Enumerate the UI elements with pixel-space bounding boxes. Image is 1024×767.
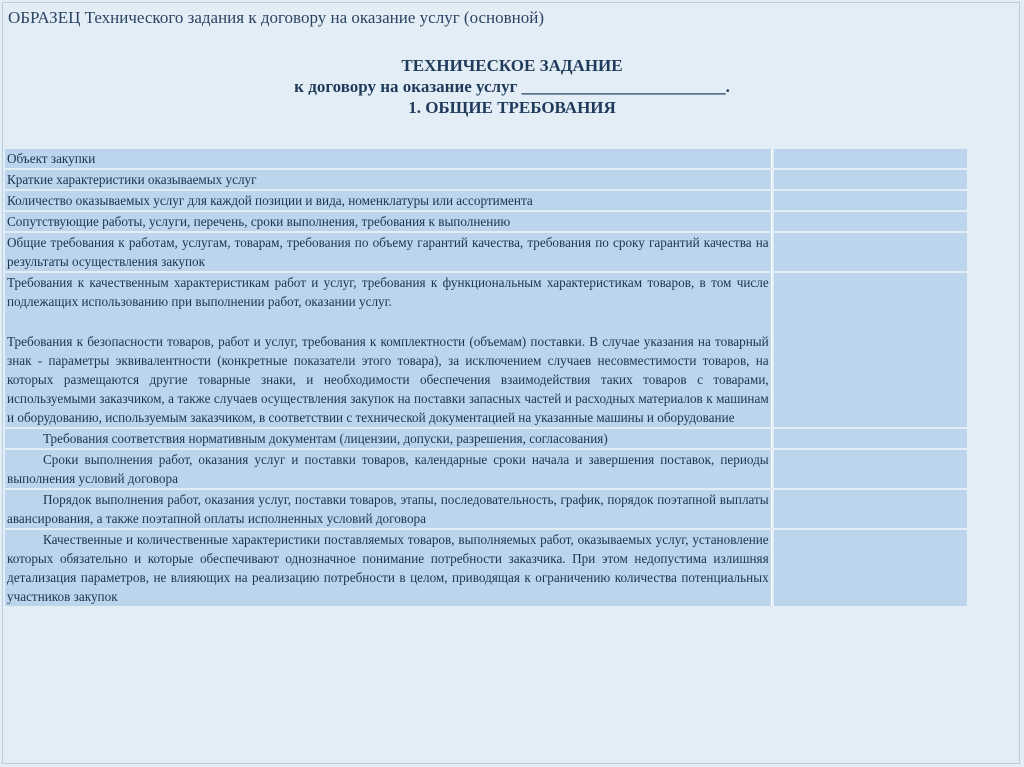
table-row [5,233,967,271]
table-row [5,149,967,168]
paragraph-gap [7,311,769,332]
document-caption: ОБРАЗЕЦ Технического задания к договору на оказание услуг (основной) [8,8,545,27]
row-value [772,170,967,189]
row-value [772,530,967,606]
row-value [772,450,967,488]
row-label: Объект закупки [5,149,772,168]
row-label: Качественные и количественные характеристики поставляемых товаров, выполняемых работ, оказываемых услуг, установление которых обязательно и которые обеспечивают однозначное понимание потребности заказчика. При этом недопустима излишняя детализация параметров, не влияющих на реализацию потребности в целом, приводящая к ограничению количества потенциальных участников закупок [5,530,772,606]
row-value [772,429,967,448]
row-label: Порядок выполнения работ, оказания услуг, поставки товаров, этапы, последовательность, график, порядок поэтапной выплаты авансирования, а также поэтапной оплаты исполненных условий договора [5,490,772,528]
table-row [5,191,967,210]
table-row [5,273,967,427]
row-label: Сопутствующие работы, услуги, перечень, сроки выполнения, требования к выполнению [5,212,772,231]
row-paragraph: Требования к безопасности товаров, работ и услуг, требования к комплектности (объемам) поставки. В случае указания на товарный знак - параметры эквивалентности (конкретные показатели этого товара), за исключением случаев несовместимости товаров, на которых размещаются другие товарные знаки, и необходимости обеспечения взаимодействия таких товаров с товарами, используемыми заказчиком, а также случаев осуществления закупок на поставки запасных частей и расходных материалов к машинам и оборудованию, используемым заказчиком, в соответствии с технической документацией на указанные машины и оборудование [7,334,769,425]
row-value [772,191,967,210]
table-row [5,450,967,488]
section-heading: 1. ОБЩИЕ ТРЕБОВАНИЯ [408,98,616,117]
table-row [5,429,967,448]
table-row [5,490,967,528]
row-label: Сроки выполнения работ, оказания услуг и поставки товаров, календарные сроки начала и завершения поставок, периоды выполнения условий договора [5,450,772,488]
table-row [5,212,967,231]
row-value [772,212,967,231]
row-value [772,233,967,271]
row-label: Общие требования к работам, услугам, товарам, требования по объему гарантий качества, требования по сроку гарантий качества на результаты осуществления закупок [5,233,772,271]
table-row [5,170,967,189]
row-label: Требования соответствия нормативным документам (лицензии, допуски, разрешения, согласования) [5,429,772,448]
row-label [5,273,772,427]
row-value [772,149,967,168]
row-paragraph: Требования к качественным характеристикам работ и услуг, требования к функциональным характеристикам товаров, в том числе подлежащих использованию при выполнении работ, оказании услуг. [7,275,769,309]
document-subtitle: к договору на оказание услуг ________________________. [294,77,730,96]
row-label: Краткие характеристики оказываемых услуг [5,170,772,189]
title-block [0,55,1024,118]
requirements-table [5,147,967,608]
table-row [5,530,967,606]
document-title: ТЕХНИЧЕСКОЕ ЗАДАНИЕ [401,56,623,75]
row-label: Количество оказываемых услуг для каждой позиции и вида, номенклатуры или ассортимента [5,191,772,210]
row-value [772,273,967,427]
row-value [772,490,967,528]
